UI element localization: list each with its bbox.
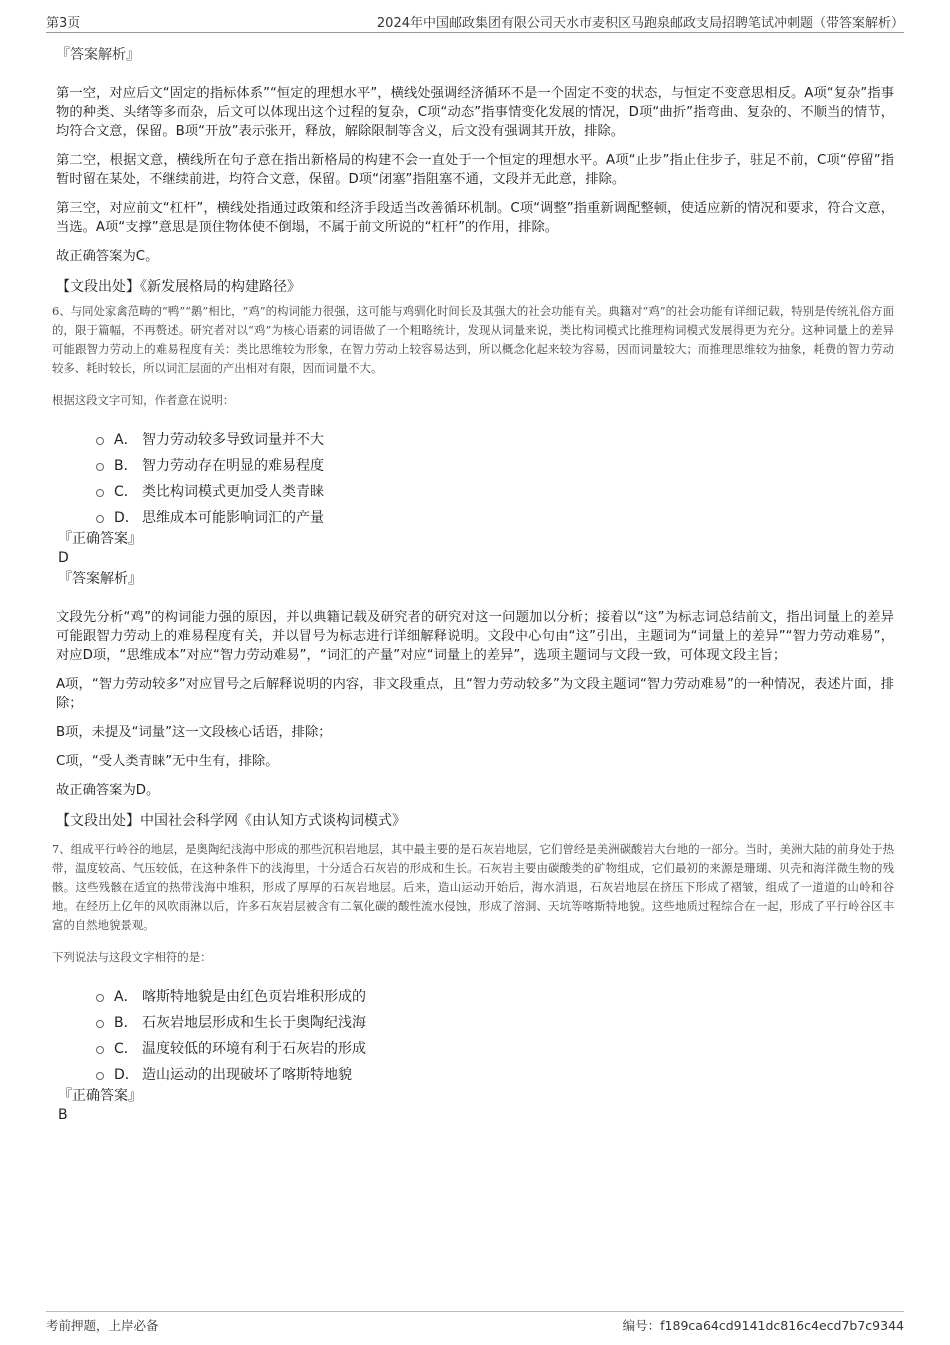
analysis-paragraph: B项，未提及“词量”这一文段核心话语，排除； (56, 725, 332, 740)
option-a[interactable]: A． 智力劳动较多导致词量并不大 (96, 426, 894, 452)
option-d[interactable]: D． 思维成本可能影响词汇的产量 (96, 504, 894, 530)
page-content (52, 44, 894, 1127)
source-citation: 【文段出处】中国社会科学网《由认知方式谈构词模式》 (56, 813, 406, 829)
radio-icon[interactable] (96, 489, 104, 497)
analysis-paragraph: 文段先分析“鸡”的构词能力强的原因，并以典籍记载及研究者的研究对这一问题加以分析；接着以“这”为标志词总结前文，指出词量上的差异可能跟智力劳动上的难易程度有关，并以冒号为标志进行详细解释说明。文段中心句由“这”引出，主题词为“词量上的差异”“智力劳动难易”，对应D项，“思维成本”对应“智力劳动难易”，“词汇的产量”对应“词量上的差异”，选项主题词与文段一致，可体现文段主旨； (56, 610, 894, 663)
question-7-prompt: 下列说法与这段文字相符的是： (52, 950, 212, 964)
option-c[interactable]: C． 类比构词模式更加受人类青睐 (96, 478, 894, 504)
analysis-label: 『答案解析』 (56, 47, 140, 63)
analysis-paragraph: 第一空，对应后文“固定的指标体系”“恒定的理想水平”，横线处强调经济循环不是一个固定不变的状态，与恒定不变意思相反。A项“复杂”指事物的种类、头绪等多而杂，后文可以体现出这个过程的复杂，C项“动态”指事情变化发展的情况，D项“曲折”指弯曲、复杂的、不顺当的情节，均符合文意，保留。B项“开放”表示张开，释放，解除限制等含义，后文没有强调其开放，排除。 (56, 86, 894, 139)
analysis-paragraph: 第三空，对应前文“杠杆”，横线处指通过政策和经济手段适当改善循环机制。C项“调整”指重新调配整顿，使适应新的情况和要求，符合文意，当选。A项“支撑”意思是顶住物体使不倒塌，不属于前文所说的“杠杆”的作用，排除。 (56, 201, 894, 235)
question-7-options (96, 983, 894, 1087)
source-citation: 【文段出处】《新发展格局的构建路径》 (56, 279, 301, 295)
option-d[interactable]: D． 造山运动的出现破坏了喀斯特地貌 (96, 1061, 894, 1087)
radio-icon[interactable] (96, 994, 104, 1002)
analysis-paragraph: A项，“智力劳动较多”对应冒号之后解释说明的内容，非文段重点，且“智力劳动较多”为文段主题词“智力劳动难易”的一种情况，表述片面，排除； (56, 677, 894, 711)
correct-answer: B (58, 1107, 68, 1123)
analysis-paragraph: C项，“受人类青睐”无中生有，排除。 (56, 754, 279, 769)
radio-icon[interactable] (96, 1046, 104, 1054)
radio-icon[interactable] (96, 437, 104, 445)
radio-icon[interactable] (96, 1072, 104, 1080)
footer-slogan: 考前押题，上岸必备 (46, 1318, 159, 1333)
analysis-label: 『答案解析』 (58, 571, 142, 587)
question-6-text: 6、与同处家禽范畴的“鸭”“鹅”相比，“鸡”的构词能力很强，这可能与鸡驯化时间长及其强大的社会功能有关。典籍对“鸡”的社会功能有详细记载，特别是传统礼俗方面的，限于篇幅，不再赘述。研究者对以“鸡”为核心语素的词语做了一个粗略统计，发现从词量来说，类比构词模式比推理构词模式发展得更为充分。这种词量上的差异可能跟智力劳动上的难易程度有关：类比思维较为形象，在智力劳动上较容易达到，所以概念化起来较为容易，因而词量较大；而推理思维较为抽象，耗费的智力劳动较多、耗时较长，所以词汇层面的产出相对有限，因而词量不大。 (52, 304, 894, 375)
question-6-prompt: 根据这段文字可知，作者意在说明： (52, 393, 235, 407)
radio-icon[interactable] (96, 463, 104, 471)
radio-icon[interactable] (96, 1020, 104, 1028)
question-6-options (96, 426, 894, 530)
page-header (46, 10, 904, 33)
page-footer (46, 1311, 904, 1338)
radio-icon[interactable] (96, 515, 104, 523)
option-b[interactable]: B． 石灰岩地层形成和生长于奥陶纪浅海 (96, 1009, 894, 1035)
correct-answer-label: 『正确答案』 (58, 531, 142, 547)
conclusion: 故正确答案为C。 (56, 249, 159, 264)
document-title: 2024年中国邮政集团有限公司天水市麦积区马跑泉邮政支局招聘笔试冲刺题（带答案解析） (376, 16, 904, 31)
page-number: 第3页 (46, 16, 81, 31)
analysis-paragraph: 第二空，根据文意，横线所在句子意在指出新格局的构建不会一直处于一个恒定的理想水平。A项“止步”指止住步子，驻足不前，C项“停留”指暂时留在某处，不继续前进，均符合文意，保留。D项“闭塞”指阻塞不通，文段并无此意，排除。 (56, 153, 894, 187)
document-code: 编号：f189ca64cd9141dc816c4ecd7b7c9344 (622, 1318, 904, 1333)
question-7-text: 7、组成平行岭谷的地层，是奥陶纪浅海中形成的那些沉积岩地层，其中最主要的是石灰岩地层，它们曾经是美洲碳酸岩大台地的一部分。当时，美洲大陆的前身处于热带，温度较高、气压较低，在这种条件下的浅海里，十分适合石灰岩的形成和生长。石灰岩主要由碳酸类的矿物组成，它们最初的来源是珊瑚、贝壳和海洋微生物的残骸。这些残骸在适宜的热带浅海中堆积，形成了厚厚的石灰岩地层。后来，造山运动开始后，海水消退，石灰岩地层在挤压下形成了褶皱，组成了一道道的山岭和谷地。在经历上亿年的风吹雨淋以后，许多石灰岩层被含有二氧化碳的酸性流水侵蚀，形成了溶洞、天坑等喀斯特地貌。这些地质过程综合在一起，形成了平行岭谷区丰富的自然地貌景观。 (52, 842, 894, 932)
correct-answer: D (58, 550, 69, 566)
option-a[interactable]: A． 喀斯特地貌是由红色页岩堆积形成的 (96, 983, 894, 1009)
option-b[interactable]: B． 智力劳动存在明显的难易程度 (96, 452, 894, 478)
conclusion: 故正确答案为D。 (56, 783, 160, 798)
option-c[interactable]: C． 温度较低的环境有利于石灰岩的形成 (96, 1035, 894, 1061)
correct-answer-label: 『正确答案』 (58, 1088, 142, 1104)
